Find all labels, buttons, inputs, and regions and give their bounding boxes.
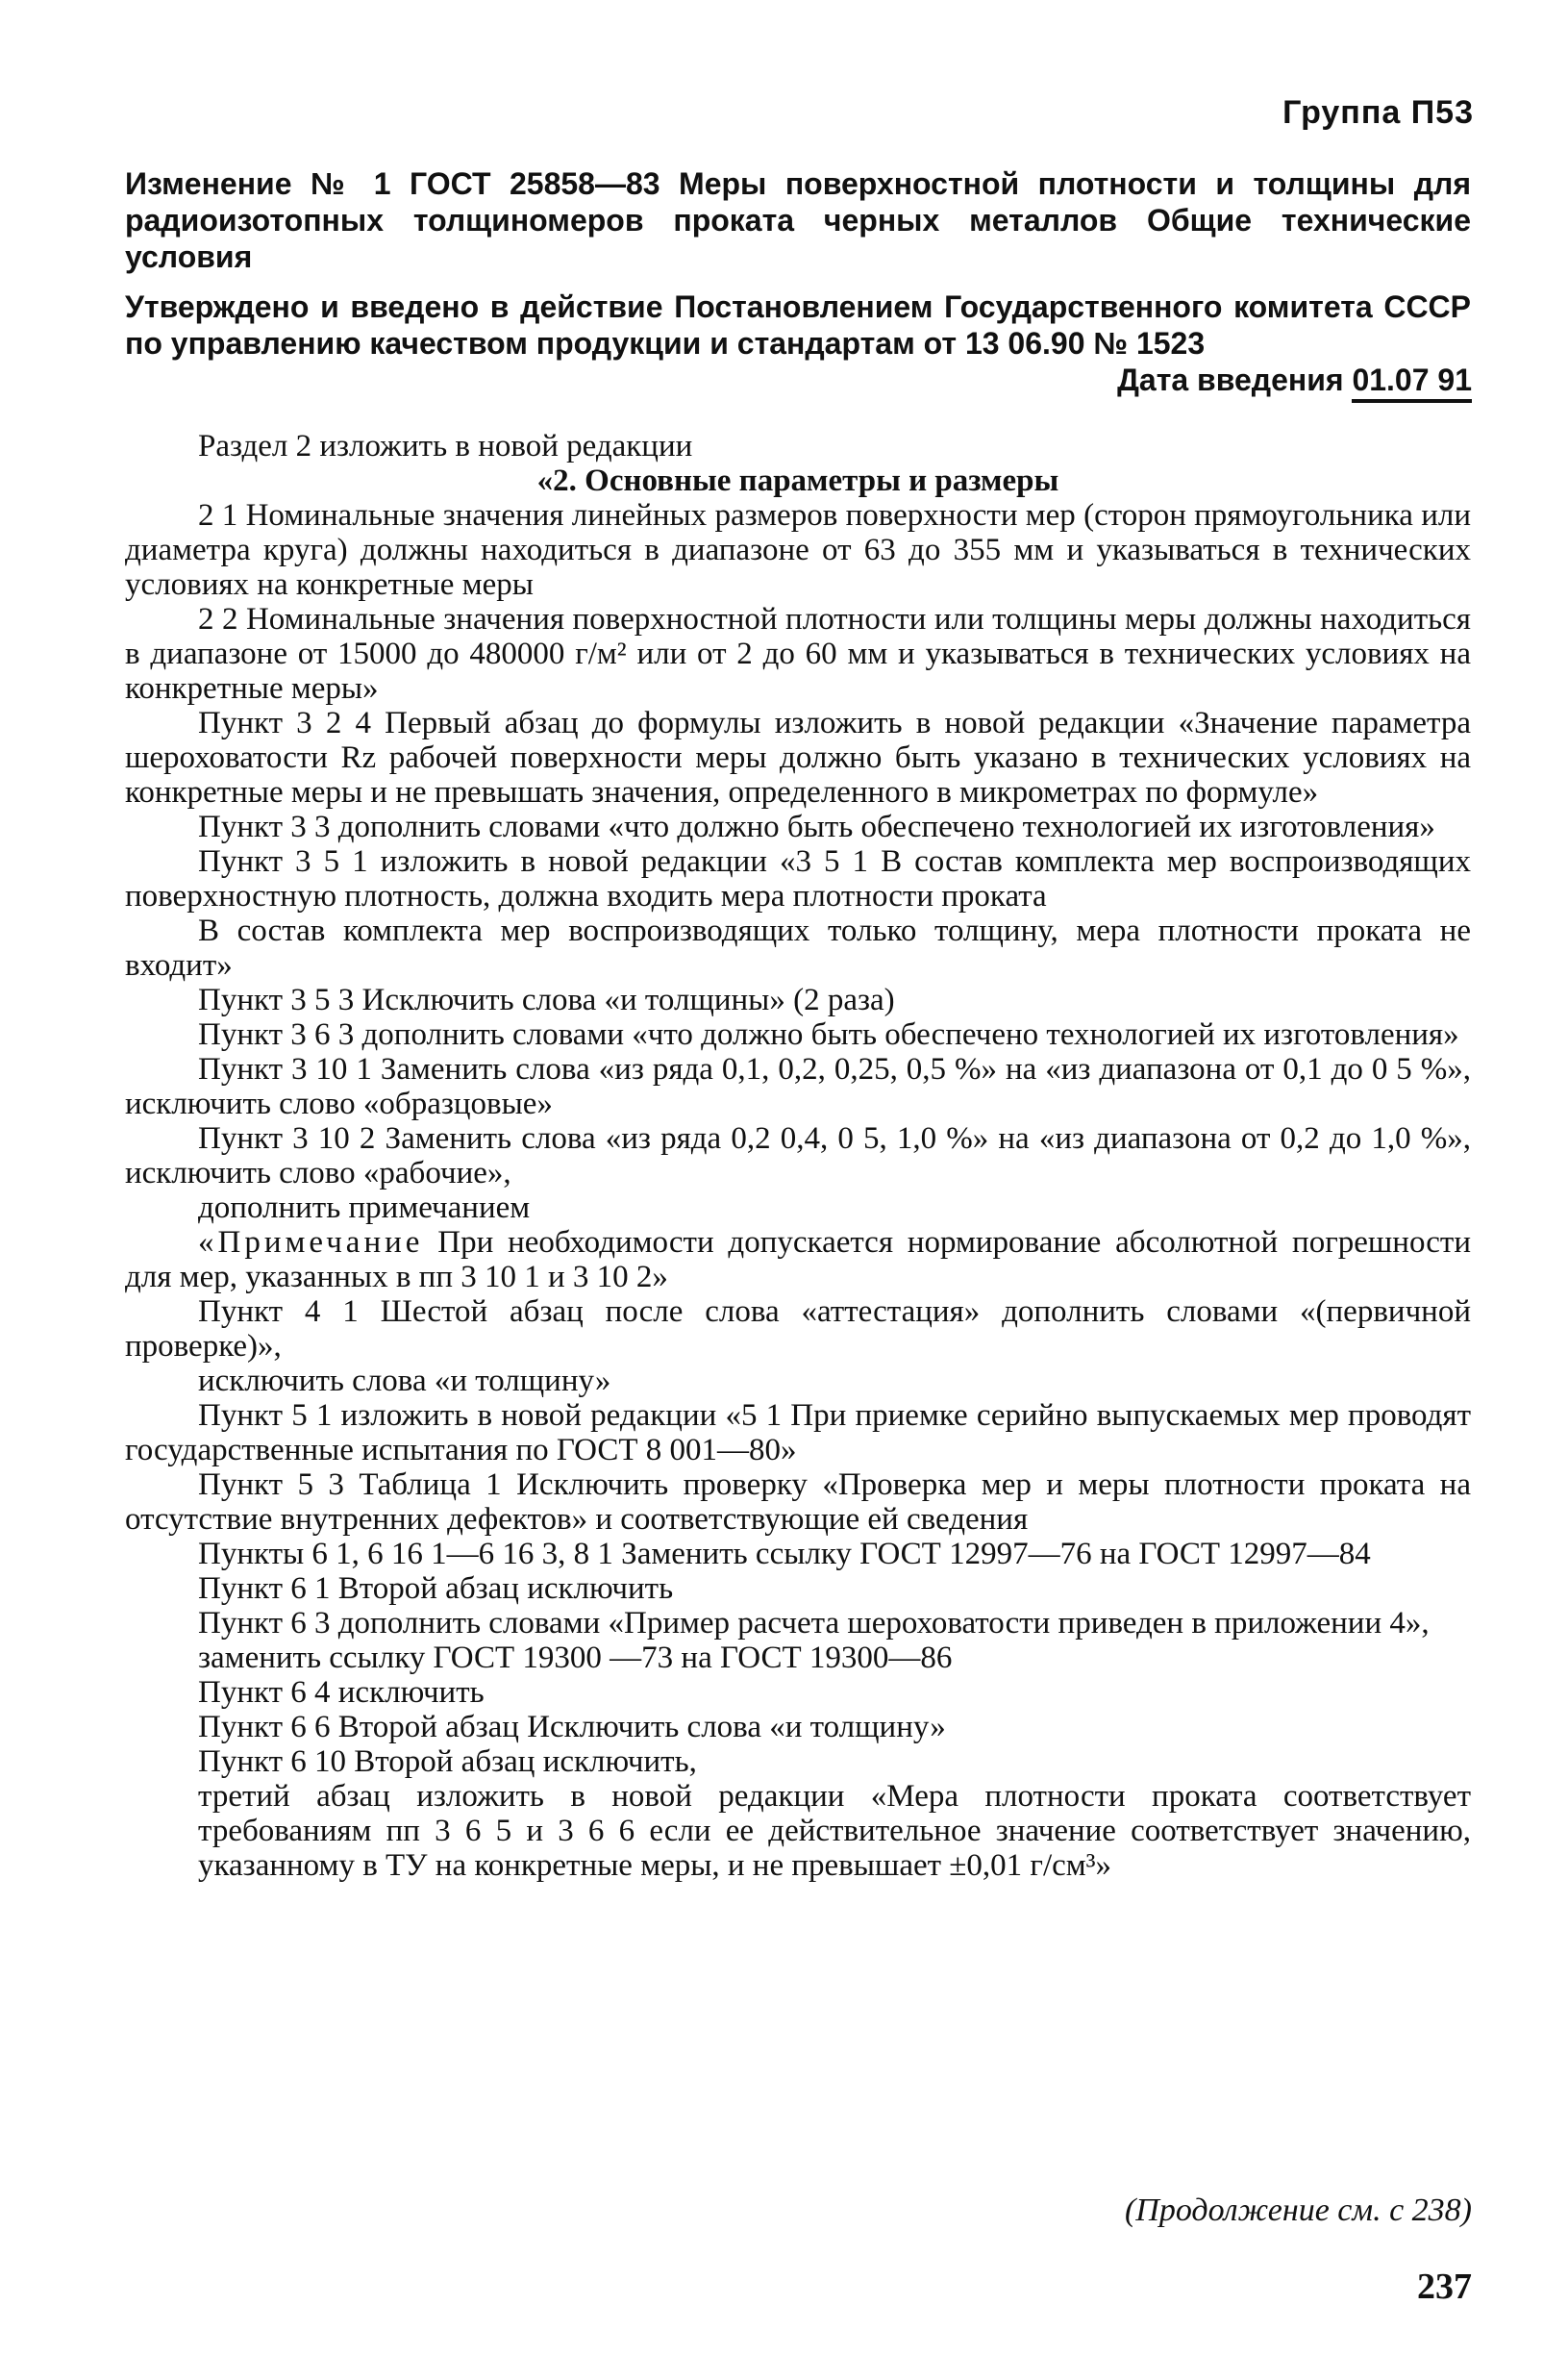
paragraph-6-10: Пункт 6 10 Второй абзац исключить, — [198, 1744, 697, 1779]
paragraph-2-2: 2 2 Номинальные значения поверхностной плотности или толщины меры должны находиться в диапазоне от 15000 до 480000 г/м² или от 2 до 60 мм и указываться в технических условиях на конкретные меры» — [125, 602, 1471, 706]
paragraph-6-3: Пункт 6 3 дополнить словами «Пример расчета шероховатости приведен в приложении 4», — [198, 1606, 1430, 1641]
paragraph-3-5-1: Пункт 3 5 1 изложить в новой редакции «3 5 1 В состав комплекта мер воспроизводящих поверхностную плотность, должна входить мера плотности проката — [125, 844, 1471, 914]
paragraph-3-10-2: Пункт 3 10 2 Заменить слова «из ряда 0,2 0,4, 0 5, 1,0 %» на «из диапазона от 0,2 до 1,0 %», исключить слово «рабочие», — [125, 1121, 1471, 1190]
paragraph-3-6-3: Пункт 3 6 3 дополнить словами «что должно быть обеспечено технологией их изготовления» — [198, 1017, 1459, 1052]
amendment-title: Изменение № 1 ГОСТ 25858—83 Меры поверхностной плотности и толщины для радиоизотопных толщиномеров проката черных металлов Общие технические условия — [125, 166, 1471, 274]
paragraph-3-5-1-cont: В состав комплекта мер воспроизводящих только толщину, мера плотности проката не входит» — [125, 914, 1471, 983]
approval-statement: Утверждено и введено в действие Постановлением Государственного комитета СССР по управлению качеством продукции и стандартам от 13 06.90 № 1523 — [125, 289, 1471, 361]
paragraph-3-10-1: Пункт 3 10 1 Заменить слова «из ряда 0,1, 0,2, 0,25, 0,5 %» на «из диапазона от 0,1 до 0 5 %», исключить слово «образцовые» — [125, 1052, 1471, 1121]
paragraph-6-1-ref: Пункты 6 1, 6 16 1—6 16 3, 8 1 Заменить ссылку ГОСТ 12997—76 на ГОСТ 12997—84 — [198, 1537, 1371, 1571]
paragraph-3-2-4: Пункт 3 2 4 Первый абзац до формулы изложить в новой редакции «Значение параметра шероховатости Rz рабочей поверхности меры должно быть указано в технических условиях на конкретные меры и не превышать значения, определенного в микрометрах по формуле» — [125, 706, 1471, 810]
note-paragraph — [125, 1225, 1471, 1294]
paragraph-5-1: Пункт 5 1 изложить в новой редакции «5 1 При приемке серийно выпускаемых мер проводят государственные испытания по ГОСТ 8 001—80» — [125, 1398, 1471, 1467]
paragraph-3-3: Пункт 3 3 дополнить словами «что должно быть обеспечено технологией их изготовления» — [198, 810, 1435, 844]
paragraph-3-5-3: Пункт 3 5 3 Исключить слова «и толщины» (2 раза) — [198, 983, 895, 1017]
page-number: 237 — [1417, 2267, 1472, 2307]
paragraph-4-1-cont: исключить слова «и толщину» — [198, 1364, 611, 1398]
group-code: Группа П53 — [1282, 94, 1474, 131]
paragraph-6-6: Пункт 6 6 Второй абзац Исключить слова «и толщину» — [198, 1710, 946, 1744]
document-body — [125, 429, 1471, 1883]
paragraph-6-3-cont: заменить ссылку ГОСТ 19300 —73 на ГОСТ 19300—86 — [198, 1641, 953, 1675]
note-word: «Примечание — [198, 1225, 424, 1260]
paragraph-6-10-cont: третий абзац изложить в новой редакции «Мера плотности проката соответствует требованиям пп 3 6 5 и 3 6 6 если ее действительное значение соответствует значению, указанному в ТУ на конкретные меры, и не превышает ±0,01 г/см³» — [198, 1779, 1471, 1883]
paragraph-6-1: Пункт 6 1 Второй абзац исключить — [198, 1571, 674, 1606]
date-value: 01.07 91 — [1352, 363, 1472, 403]
paragraph-2-1: 2 1 Номинальные значения линейных размеров поверхности мер (сторон прямоугольника или диаметра круга) должны находиться в диапазоне от 63 до 355 мм и указываться в технических условиях на конкретные меры — [125, 498, 1471, 602]
section-title: «2. Основные параметры и размеры — [536, 463, 1059, 498]
introduction-date — [1117, 362, 1472, 398]
note-text: При необходимости допускается нормирование абсолютной погрешности для мер, указанных в пп 3 10 1 и 3 10 2» — [125, 1225, 1472, 1294]
intro-line: Раздел 2 изложить в новой редакции — [198, 429, 693, 463]
continued-note: (Продолжение см. с 238) — [1124, 2192, 1472, 2228]
paragraph-4-1: Пункт 4 1 Шестой абзац после слова «аттестация» дополнить словами «(первичной проверке)», — [125, 1294, 1471, 1364]
date-label: Дата введения — [1117, 363, 1344, 397]
paragraph-5-3: Пункт 5 3 Таблица 1 Исключить проверку «Проверка мер и меры плотности проката на отсутствие внутренних дефектов» и соответствующие ей сведения — [125, 1467, 1471, 1537]
paragraph-6-4: Пункт 6 4 исключить — [198, 1675, 485, 1710]
paragraph-3-10-2-cont: дополнить примечанием — [198, 1190, 531, 1225]
